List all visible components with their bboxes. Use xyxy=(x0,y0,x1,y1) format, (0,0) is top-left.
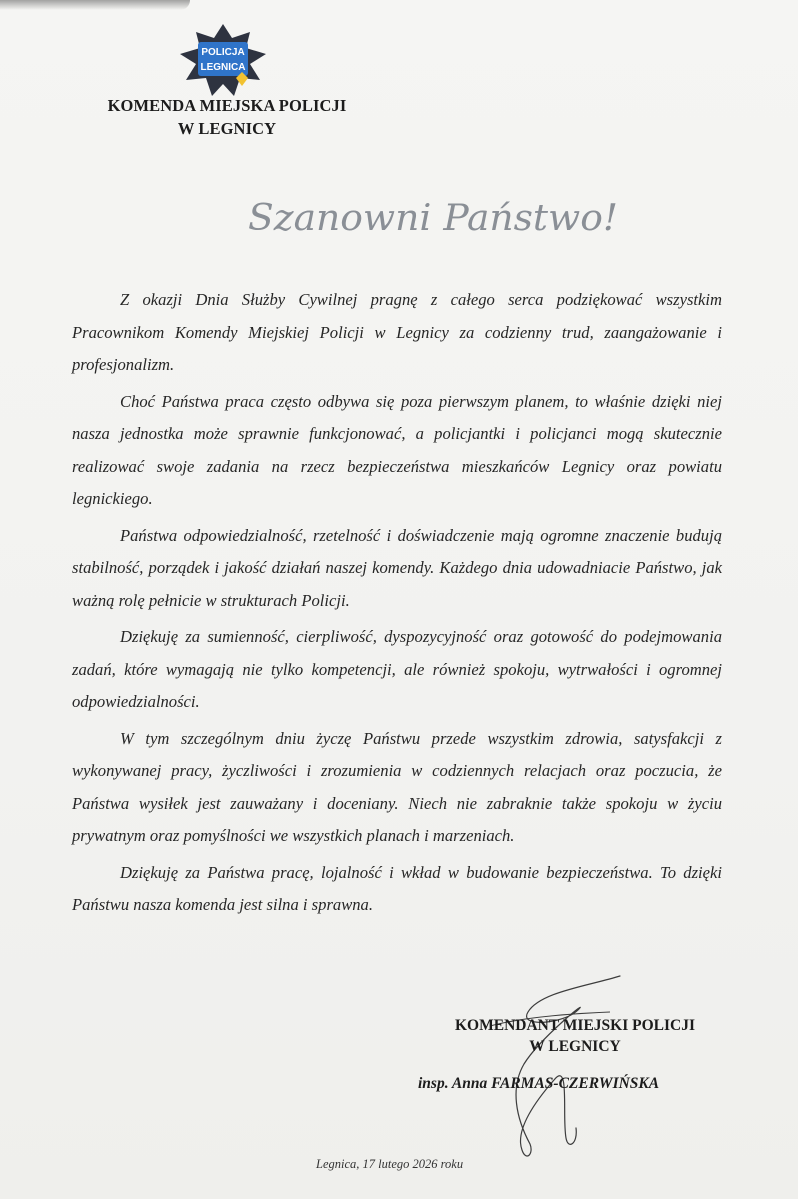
badge-text-bottom: LEGNICA xyxy=(200,62,246,73)
signatory-title-line-2: W LEGNICY xyxy=(529,1038,621,1055)
header-line-2: W LEGNICY xyxy=(177,119,277,138)
scan-shadow xyxy=(0,0,190,10)
header-line-1: KOMENDA MIEJSKA POLICJI xyxy=(107,96,347,115)
place-and-date: Legnica, 17 lutego 2026 roku xyxy=(316,1157,464,1171)
paragraph: W tym szczególnym dniu życzę Państwu przede wszystkim zdrowia, satysfakcji z wykonywanej pracy, życzliwości i zrozumienia w codziennych relacjach oraz poczucia, że Państwa wysiłek jest zauważany i doceniany. Niech nie zabraknie także spokoju w życiu prywatnym oraz pomyślności we wszystkich planach i marzeniach. xyxy=(72,728,722,845)
handwritten-salutation xyxy=(244,160,654,250)
paragraph: Dziękuję za Państwa pracę, lojalność i wkład w budowanie bezpieczeństwa. To dzięki Państwu nasza komenda jest silna i sprawna. xyxy=(72,862,722,914)
badge-text-top: POLICJA xyxy=(201,47,245,58)
signatory-title-line-1: KOMENDANT MIEJSKI POLICJI xyxy=(455,1017,695,1034)
paragraph: Dziękuję za sumienność, cierpliwość, dyspozycyjność oraz gotowość do podejmowania zadań, które wymagają nie tylko kompetencji, ale również spokoju, wytrwałości i ogromnej odpowiedzialności. xyxy=(72,627,722,711)
paragraph: Choć Państwa praca często odbywa się poza pierwszym planem, to właśnie dzięki niej nasza jednostka może sprawnie funkcjonować, a policjantki i policjanci mogą skutecznie realizować swoje zadania na rzecz bezpieczeństwa mieszkańców Legnicy oraz powiatu legnickiego. xyxy=(72,391,722,508)
institution-header xyxy=(62,94,392,140)
signature-block xyxy=(410,1015,740,1094)
police-star-badge-icon xyxy=(176,24,270,96)
signatory-name: insp. Anna FARMAS-CZERWIŃSKA xyxy=(418,1075,660,1092)
salutation-text: Szanowni Państwo! xyxy=(248,198,618,239)
paragraph: Z okazji Dnia Służby Cywilnej pragnę z całego serca podziękować wszystkim Pracownikom Komendy Miejskiej Policji w Legnicy za codzienny trud, zaangażowanie i profesjonalizm. xyxy=(72,290,722,374)
paragraph: Państwa odpowiedzialność, rzetelność i doświadczenie mają ogromne znaczenie budują stabilność, porządek i jakość działań naszej komendy. Każdego dnia udowadniacie Państwo, jak ważną rolę pełnicie w strukturach Policji. xyxy=(72,525,722,610)
letter-body xyxy=(72,284,722,926)
